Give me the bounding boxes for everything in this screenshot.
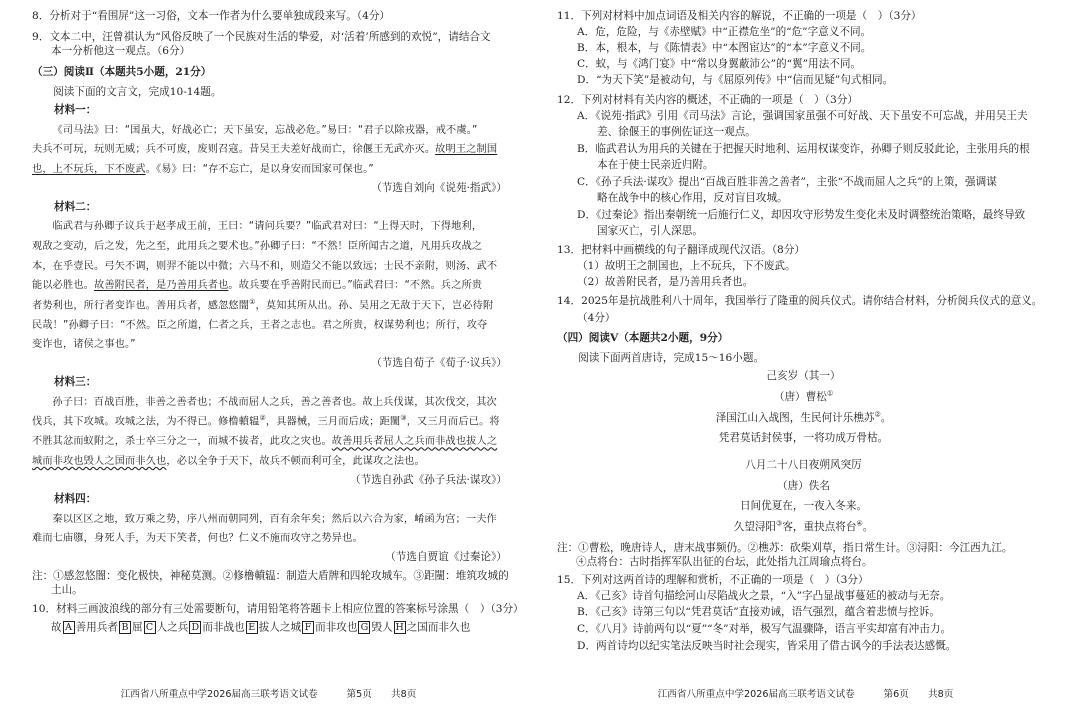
page-footer-left: 江西省八所重点中学2026届高三联考语文试卷 第5页 共8页	[120, 689, 417, 700]
q12-option-a-line1: A．《说苑·指武》引用《司马法》言论，强调国家虽强不可好战、天下虽安不可忘战，并用吴王夫	[577, 109, 1028, 122]
question-11: 11．下列对材料中加点词语及相关内容的解说，不正确的一项是（ ）（3分）	[557, 10, 922, 22]
material-1-title: 材料一：	[54, 103, 97, 116]
choice-box-b: B	[119, 621, 131, 634]
material-3-text: 孙子曰：百战百胜，非善之善者也；不战而屈人之兵，善之善者也。故上兵伐谋，其次伐交，其次 伐兵，其下攻城。攻城之法，为不得已。修橹轒辒②，具器械，三月而后成；距闉③，又三月而后已。将 不胜其忿而蚁附之，杀士卒三分之一，而城不拔者，此攻之灾也。故善用兵者屈人之兵而非战也拔人之 城而非攻也毁人之国而非久也，必以全争于天下，故兵不顿而利可全，此谋攻之法也。	[32, 396, 500, 467]
q12-option-b-line1: B．临武君认为用兵的关键在于把握天时地利、运用权谋变诈，孙卿子则反驳此论，主张用兵的根	[577, 142, 1030, 155]
poem-notes-line2: ④点将台：古时指挥军队出征的台坛，此处指九江周瑜点将台。	[576, 555, 873, 568]
poem-1: 己亥岁（其一） （唐）曹松① 泽国江山入战图，生民何计乐樵苏②。 凭君莫话封侯事，一将功成万骨枯。	[557, 366, 1050, 449]
section-3-heading: （三）阅读Ⅱ（本题共5小题，21分）	[32, 65, 212, 78]
choice-box-g: G	[358, 621, 370, 634]
question-14-line1: 14．2025年是抗战胜利八十周年，我国举行了隆重的阅兵仪式。请你结合材料，分析阅兵仪式的意义。	[557, 295, 1043, 308]
reading-intro: 阅读下面的文言文，完成10-14题。	[53, 85, 222, 98]
choice-box-a: A	[63, 621, 75, 634]
material-1-source: （节选自刘向《说苑·指武》）	[371, 181, 507, 194]
material-2-source: （节选自荀子《荀子·议兵》）	[371, 356, 507, 369]
poem-2-author: （唐）佚名	[777, 479, 830, 492]
question-10-choices: 故 A 善用兵者 B 屈 C 人之兵 D 而非战也 E 拔人之城 F 而非攻也 G 毁人 H 之国而非久也	[51, 621, 471, 634]
notes-line2: 土山。	[51, 583, 83, 596]
question-10: 10．材料三画波浪线的部分有三处需要断句，请用铅笔将答题卡上相应位置的答案标号涂黑（ ）（3分）	[32, 602, 524, 615]
choice-box-e: E	[246, 621, 258, 634]
material-2-title: 材料二：	[54, 200, 97, 213]
q11-option-b: B．本，根本，与《陈情表》中“本图宦达”的“本”字意义不同。	[577, 41, 872, 54]
section-4-heading: （四）阅读Ⅴ（本题共2小题，9分）	[557, 332, 729, 345]
notes-line1: 注：①感忽悠闇：变化极快，神秘莫测。②修橹轒辒：制造大盾牌和四轮攻城车。③距闉：堆筑攻城的	[32, 569, 509, 582]
question-9-line2: 本一分析他这一观点。（6分）	[51, 44, 191, 57]
q11-option-d: D．“为天下笑”是被动句，与《屈原列传》中“信而见疑”句式相同。	[577, 73, 894, 86]
material-4-source: （节选自贾谊《过秦论》）	[385, 550, 507, 563]
q13-item-1: （1）故明王之制国也，上不玩兵，下不废武。	[577, 259, 796, 272]
poem-2: 八月二十八日夜朔风突厉 （唐）佚名 日间优夏在，一夜入冬来。 久望浔阳③客，重抉点将台④。	[557, 455, 1050, 538]
question-9-line1: 9．文本二中，汪曾祺认为“风俗反映了一个民族对生活的挚爱，对‘活着’所感到的欢悦”，请结合文	[32, 30, 491, 43]
q12-option-c-line2: 略在战争中的核心作用，反对盲目攻城。	[597, 191, 788, 204]
question-13: 13．把材料中画横线的句子翻译成现代汉语。（8分）	[557, 243, 805, 256]
material-2-text: 临武君与孙卿子议兵于赵孝成王前，王曰：“请问兵要？”临武君对曰：“上得天时，下得地利， 观敌之变动，后之发，先之至，此用兵之要术也。”孙卿子曰：“不然！臣所闻古之道，凡用兵攻战之 本，在乎壹民。弓矢不调，则羿不能以中微；六马不和，则造父不能以致远；士民不亲附，则汤、武不 能以必胜也。故善附民者，是乃善用兵者也。故兵要在乎善附民而已。”临武君曰：“不然。兵之所贵 者势利也，所行者变诈也。善用兵者，感忽悠闇①，莫知其所从出。孙、吴用之无敌于天下，岂必待附 民哉！”孙卿子曰：“不然。臣之所道，仁者之兵，王者之志也。君之所贵，权谋势利也；所行，攻夺 变诈也，诸侯之事也。”	[32, 221, 498, 351]
q15-option-b: B．《己亥》诗第三句以“凭君莫话”直接劝诫，语气强烈，蕴含着悲愤与控诉。	[577, 606, 940, 619]
q12-option-a-line2: 差、徐偃王的事例佐证这一观点。	[597, 125, 756, 138]
q15-option-d: D．两首诗均以纪实笔法反映当时社会现实，皆采用了借古讽今的手法表达感慨。	[577, 640, 957, 653]
q15-option-c: C．《八月》诗前两句以“夏”“冬”对举，极写气温骤降，语言平实却富有冲击力。	[577, 623, 952, 636]
poem-1-title: 己亥岁（其一）	[766, 370, 841, 383]
q12-option-b-line2: 本在于使士民亲近归附。	[597, 158, 714, 171]
question-14-line2: （4分）	[577, 312, 616, 325]
poem-2-title: 八月二十八日夜朔风突厉	[745, 458, 862, 471]
choice-box-h: H	[395, 621, 404, 633]
q13-item-2: （2）故善附民者，是乃善用兵者也。	[577, 275, 754, 288]
material-4-title: 材料四：	[54, 492, 97, 505]
poem-intro: 阅读下面两首唐诗，完成15～16小题。	[578, 352, 765, 365]
material-4-text: 秦以区区之地，致万乘之势，序八州而朝同列，百有余年矣；然后以六合为家，崤函为宫；一夫作 难而七庙隳，身死人手，为天下笑者，何也？仁义不施而攻守之势异也。	[32, 513, 497, 545]
question-12: 12．下列对材料有关内容的概述，不正确的一项是（ ）（3分）	[557, 93, 858, 106]
material-1-text: 《司马法》曰：“国虽大，好战必亡；天下虽安，忘战必危。”易曰：“君子以除戎器，戒不虞。” 夫兵不可玩，玩则无威；兵不可废，废则召寇。昔吴王夫差好战而亡，徐偃王无武亦灭。故明王之制国 也，上不玩兵，下不废武。《易》曰：“存不忘亡，是以身安而国家可保也。”	[32, 124, 498, 175]
choice-box-d: D	[189, 621, 201, 634]
q15-option-a: A．《己亥》诗首句描绘河山尽陷战火之景，“入”字凸显战事蔓延的被动与无奈。	[577, 589, 951, 602]
material-3-source: （节选自孙武《孙子兵法·谋攻》）	[350, 473, 507, 486]
q11-option-a: A．危，危险，与《赤壁赋》中“正襟危坐”的“危”字意义不同。	[577, 25, 872, 38]
q12-option-c-line1: C．《孙子兵法·谋攻》提出“百战百胜非善之善者”，主张“不战而屈人之兵”的上策，强调谋	[577, 175, 997, 188]
choice-box-f: F	[302, 621, 314, 634]
page-footer-right: 江西省八所重点中学2026届高三联考语文试卷 第6页 共8页	[657, 689, 954, 700]
material-3-title: 材料三：	[54, 375, 97, 388]
question-8: 8．分析对于“看围屏”这一习俗，文本一作者为什么要单独成段来写。（4分）	[32, 10, 391, 22]
page-right	[537, 0, 1074, 721]
question-15: 15．下列对这两首诗的理解和赏析，不正确的一项是（ ）（3分）	[557, 573, 869, 586]
poem-1-author: （唐）曹松	[773, 391, 827, 403]
q12-option-d-line1: D．《过秦论》指出秦朝统一后施行仁义，却因攻守形势发生变化未及时调整统治策略，最终导致	[577, 208, 1026, 221]
q12-option-d-line2: 国家灭亡，引人深思。	[597, 224, 703, 237]
choice-box-c: C	[144, 621, 156, 634]
poem-notes-line1: 注：①曹松，晚唐诗人，唐末战事频仍。②樵苏：砍柴刈草，指日常生计。③浔阳：今江西九江。	[557, 541, 1013, 554]
q11-option-c: C．蚁，与《鸿门宴》中“常以身翼蔽沛公”的“翼”用法不同。	[577, 57, 862, 70]
